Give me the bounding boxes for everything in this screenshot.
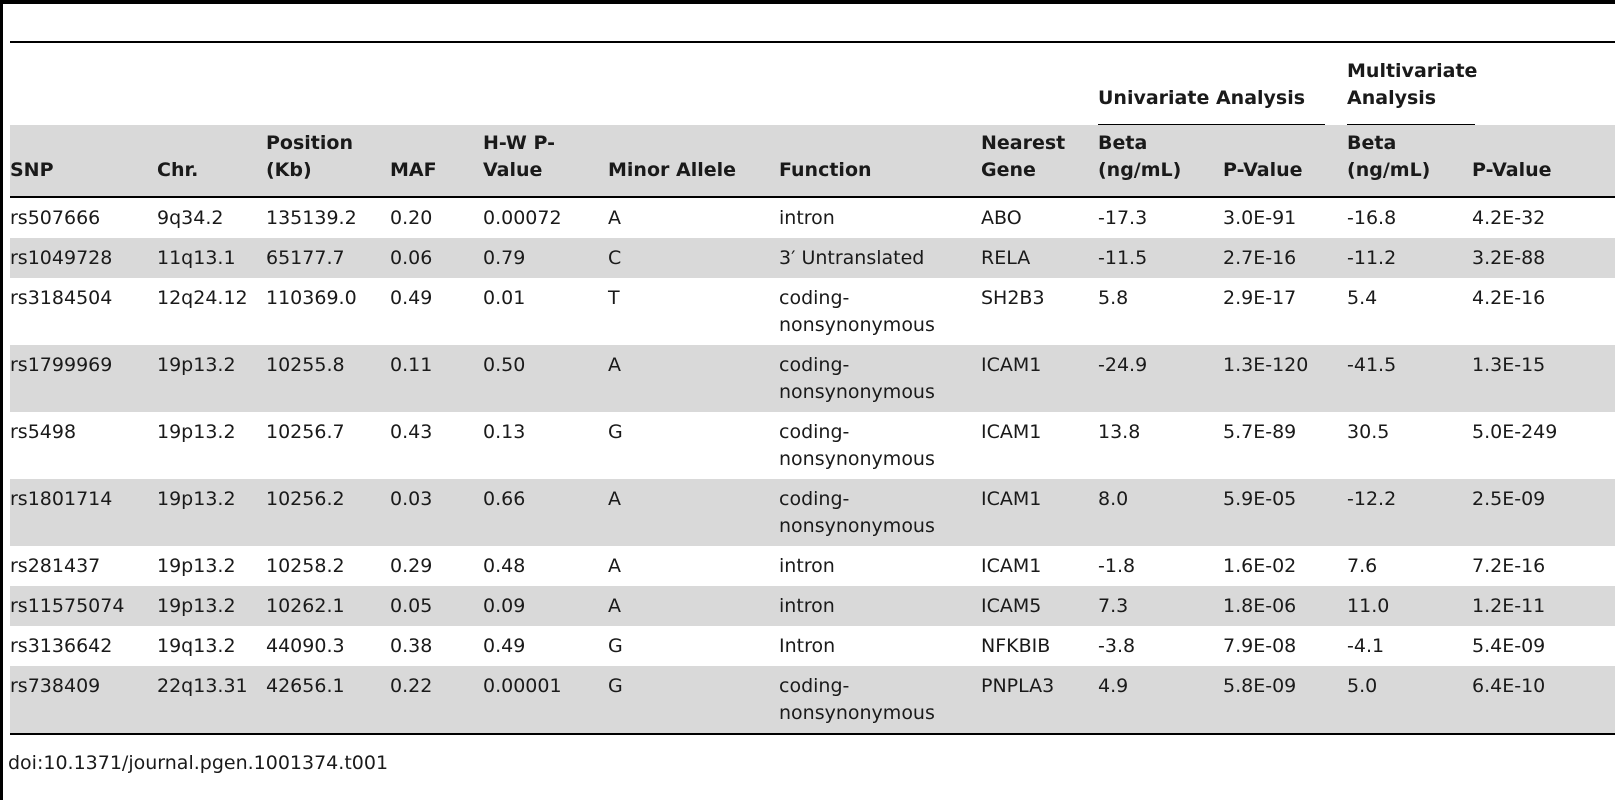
col-header-maf: MAF — [390, 125, 483, 197]
cell-multi-pvalue: 3.2E-88 — [1472, 238, 1615, 278]
cell-multi-pvalue: 1.3E-15 — [1472, 345, 1615, 412]
group-header-spacer — [10, 43, 1098, 125]
col-header-nearest-gene: Nearest Gene — [981, 125, 1098, 197]
cell-minor-allele: T — [608, 287, 620, 309]
cell-maf: 0.11 — [390, 345, 483, 412]
table-row — [10, 197, 1615, 238]
cell-multi-pvalue: 7.2E-16 — [1472, 555, 1546, 577]
cell-minor-allele: A — [608, 207, 621, 229]
cell-function: 3′ Untranslated — [779, 238, 981, 278]
table-body — [10, 197, 1615, 734]
cell-snp: rs3136642 — [10, 635, 113, 657]
cell-maf: 0.49 — [390, 287, 433, 309]
col-header-hw-pvalue: H-W P-Value — [483, 125, 608, 197]
table-row — [10, 412, 1615, 479]
cell-chr: 19q13.2 — [157, 635, 236, 657]
cell-uni-beta: 5.8 — [1098, 287, 1129, 309]
cell-position: 110369.0 — [266, 287, 357, 309]
col-header-uni-pvalue: P-Value — [1223, 125, 1347, 197]
cell-nearest-gene: RELA — [981, 238, 1098, 278]
cell-uni-beta: 8.0 — [1098, 479, 1223, 546]
cell-chr: 19p13.2 — [157, 421, 236, 443]
table-doi-caption: doi:10.1371/journal.pgen.1001374.t001 — [8, 752, 389, 774]
cell-minor-allele: A — [608, 586, 779, 626]
cell-nearest-gene: ICAM5 — [981, 586, 1098, 626]
cell-multi-beta: 7.6 — [1347, 555, 1378, 577]
cell-multi-beta: 30.5 — [1347, 421, 1390, 443]
cell-multi-beta: 5.0 — [1347, 666, 1472, 734]
cell-function: intron — [779, 555, 835, 577]
cell-snp: rs507666 — [10, 207, 101, 229]
cell-uni-beta: -11.5 — [1098, 238, 1223, 278]
table-row — [10, 278, 1615, 345]
cell-chr: 19p13.2 — [157, 345, 266, 412]
cell-snp: rs1049728 — [10, 238, 157, 278]
cell-maf: 0.43 — [390, 421, 433, 443]
cell-multi-pvalue: 6.4E-10 — [1472, 666, 1615, 734]
cell-snp: rs738409 — [10, 666, 157, 734]
cell-maf: 0.38 — [390, 635, 433, 657]
cell-maf: 0.22 — [390, 666, 483, 734]
cell-uni-pvalue: 5.9E-05 — [1223, 479, 1347, 546]
cell-hw-pvalue: 0.00072 — [483, 207, 562, 229]
cell-position: 135139.2 — [266, 207, 357, 229]
cell-nearest-gene: ICAM1 — [981, 555, 1042, 577]
col-header-function: Function — [779, 125, 981, 197]
cell-snp: rs1799969 — [10, 345, 157, 412]
cell-position: 65177.7 — [266, 238, 390, 278]
table-row — [10, 345, 1615, 412]
cell-multi-pvalue: 2.5E-09 — [1472, 479, 1615, 546]
cell-uni-beta: 4.9 — [1098, 666, 1223, 734]
cell-position: 10262.1 — [266, 586, 390, 626]
cell-hw-pvalue: 0.79 — [483, 238, 608, 278]
cell-function: coding-nonsynonymous — [779, 666, 981, 734]
cell-uni-pvalue: 5.7E-89 — [1223, 421, 1297, 443]
cell-uni-pvalue: 5.8E-09 — [1223, 666, 1347, 734]
cell-hw-pvalue: 0.00001 — [483, 666, 608, 734]
cell-nearest-gene: ICAM1 — [981, 479, 1098, 546]
cell-uni-pvalue: 1.8E-06 — [1223, 586, 1347, 626]
cell-uni-pvalue: 2.7E-16 — [1223, 238, 1347, 278]
cell-multi-beta: -11.2 — [1347, 238, 1472, 278]
cell-maf: 0.03 — [390, 479, 483, 546]
table-row — [10, 546, 1615, 586]
cell-maf: 0.05 — [390, 586, 483, 626]
cell-nearest-gene: NFKBIB — [981, 635, 1051, 657]
table-row — [10, 238, 1615, 278]
cell-position: 44090.3 — [266, 635, 345, 657]
cell-position: 10256.7 — [266, 421, 345, 443]
col-header-multi-beta: Beta (ng/mL) — [1347, 125, 1472, 197]
col-header-uni-beta: Beta (ng/mL) — [1098, 125, 1223, 197]
cell-chr: 19p13.2 — [157, 479, 266, 546]
cell-hw-pvalue: 0.09 — [483, 586, 608, 626]
cell-minor-allele: G — [608, 421, 623, 443]
top-frame-border — [0, 0, 1615, 4]
snp-association-table-container — [10, 41, 1615, 735]
cell-multi-beta: 5.4 — [1347, 287, 1378, 309]
cell-multi-pvalue: 4.2E-32 — [1472, 207, 1546, 229]
cell-multi-beta: -4.1 — [1347, 635, 1385, 657]
cell-multi-beta: 11.0 — [1347, 586, 1472, 626]
cell-hw-pvalue: 0.13 — [483, 421, 526, 443]
cell-multi-pvalue: 1.2E-11 — [1472, 586, 1615, 626]
cell-hw-pvalue: 0.49 — [483, 635, 526, 657]
cell-function: intron — [779, 207, 835, 229]
cell-function: coding-nonsynonymous — [779, 345, 981, 412]
cell-minor-allele: A — [608, 479, 779, 546]
cell-minor-allele: A — [608, 345, 779, 412]
cell-multi-pvalue: 5.0E-249 — [1472, 421, 1558, 443]
snp-association-table — [10, 43, 1615, 735]
cell-multi-beta: -41.5 — [1347, 345, 1472, 412]
cell-chr: 19p13.2 — [157, 586, 266, 626]
col-header-snp: SNP — [10, 125, 157, 197]
cell-nearest-gene: ABO — [981, 207, 1022, 229]
cell-hw-pvalue: 0.50 — [483, 345, 608, 412]
table-row — [10, 586, 1615, 626]
cell-function: Intron — [779, 635, 836, 657]
cell-maf: 0.06 — [390, 238, 483, 278]
cell-uni-pvalue: 1.6E-02 — [1223, 555, 1297, 577]
cell-function: intron — [779, 586, 981, 626]
cell-maf: 0.20 — [390, 207, 433, 229]
cell-multi-pvalue: 5.4E-09 — [1472, 635, 1546, 657]
cell-snp: rs281437 — [10, 555, 101, 577]
cell-uni-beta: -3.8 — [1098, 635, 1136, 657]
cell-hw-pvalue: 0.66 — [483, 479, 608, 546]
table-row — [10, 479, 1615, 546]
cell-minor-allele: A — [608, 555, 621, 577]
column-header-row — [10, 125, 1615, 197]
group-header-row — [10, 43, 1615, 125]
cell-chr: 11q13.1 — [157, 238, 266, 278]
cell-multi-beta: -12.2 — [1347, 479, 1472, 546]
cell-chr: 22q13.31 — [157, 666, 266, 734]
cell-minor-allele: G — [608, 666, 779, 734]
cell-snp: rs1801714 — [10, 479, 157, 546]
cell-nearest-gene: ICAM1 — [981, 345, 1098, 412]
cell-position: 42656.1 — [266, 666, 390, 734]
cell-position: 10258.2 — [266, 555, 345, 577]
cell-hw-pvalue: 0.48 — [483, 555, 526, 577]
table-row — [10, 626, 1615, 666]
cell-uni-pvalue: 2.9E-17 — [1223, 287, 1297, 309]
cell-snp: rs3184504 — [10, 287, 113, 309]
cell-uni-beta: 13.8 — [1098, 421, 1141, 443]
cell-chr: 12q24.12 — [157, 287, 248, 309]
cell-uni-pvalue: 3.0E-91 — [1223, 207, 1297, 229]
cell-multi-beta: -16.8 — [1347, 207, 1397, 229]
cell-uni-beta: 7.3 — [1098, 586, 1223, 626]
col-header-minor-allele: Minor Allele — [608, 125, 779, 197]
col-header-position: Position (Kb) — [266, 125, 390, 197]
cell-uni-beta: -1.8 — [1098, 555, 1136, 577]
cell-hw-pvalue: 0.01 — [483, 287, 526, 309]
cell-multi-pvalue: 4.2E-16 — [1472, 287, 1546, 309]
cell-minor-allele: G — [608, 635, 623, 657]
cell-minor-allele: C — [608, 238, 779, 278]
cell-nearest-gene: PNPLA3 — [981, 666, 1098, 734]
cell-nearest-gene: ICAM1 — [981, 421, 1042, 443]
cell-nearest-gene: SH2B3 — [981, 287, 1045, 309]
cell-function: coding-nonsynonymous — [779, 287, 935, 336]
cell-position: 10256.2 — [266, 479, 390, 546]
cell-snp: rs5498 — [10, 421, 77, 443]
col-header-chr: Chr. — [157, 125, 266, 197]
col-header-multi-pvalue: P-Value — [1472, 125, 1615, 197]
multivariate-group-header: Multivariate Analysis — [1347, 43, 1615, 125]
cell-uni-pvalue: 1.3E-120 — [1223, 345, 1347, 412]
table-row — [10, 666, 1615, 734]
cell-snp: rs11575074 — [10, 586, 157, 626]
left-frame-border — [0, 0, 3, 800]
cell-uni-beta: -17.3 — [1098, 207, 1148, 229]
cell-uni-pvalue: 7.9E-08 — [1223, 635, 1297, 657]
cell-chr: 19p13.2 — [157, 555, 236, 577]
cell-uni-beta: -24.9 — [1098, 345, 1223, 412]
cell-chr: 9q34.2 — [157, 207, 224, 229]
cell-position: 10255.8 — [266, 345, 390, 412]
cell-function: coding-nonsynonymous — [779, 421, 935, 470]
univariate-group-header: Univariate Analysis — [1098, 43, 1347, 125]
cell-function: coding-nonsynonymous — [779, 479, 981, 546]
cell-maf: 0.29 — [390, 555, 433, 577]
